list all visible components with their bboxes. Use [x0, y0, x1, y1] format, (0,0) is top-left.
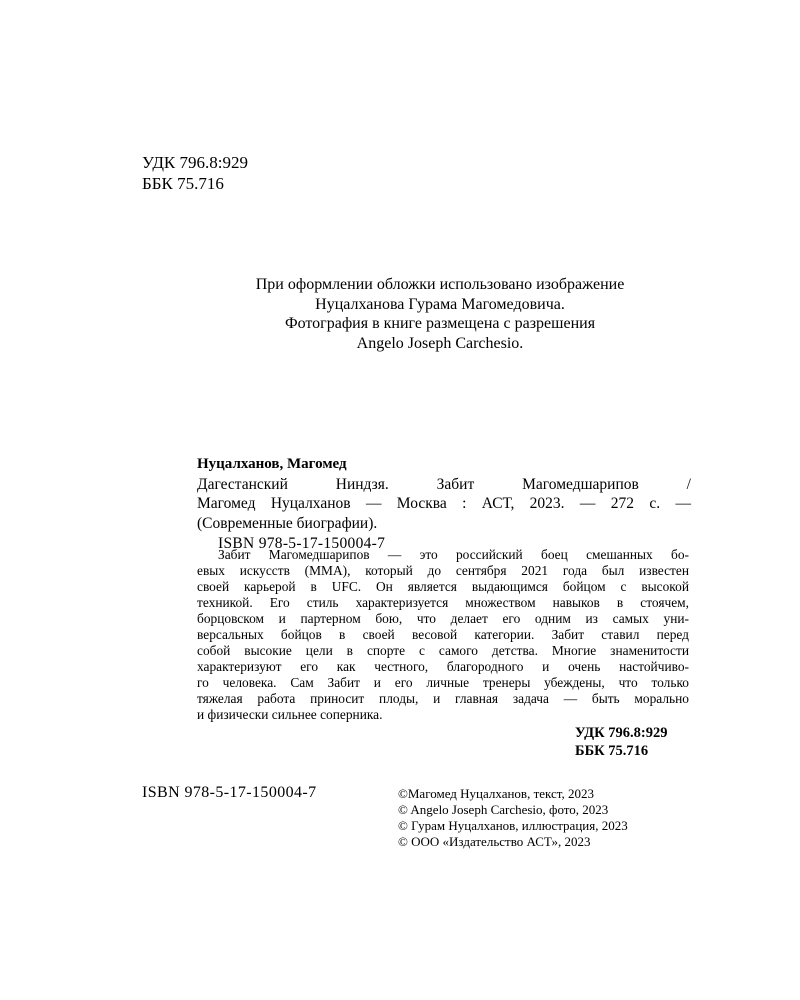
- annotation-line: собой высокие цели в спорте с самого детства. Многие знаменитости: [197, 643, 689, 658]
- annotation-line: тяжелая работа приносит плоды, и главная задача — быть морально: [197, 691, 689, 706]
- annotation-line: своей карьерой в UFC. Он является выдающимся бойцом с высокой: [197, 579, 689, 594]
- annotation-line: борцовском и партерном бою, что делает его одним из самых уни-: [197, 611, 689, 626]
- cover-credit-note: [130, 275, 750, 353]
- copyright-line: © Angelo Joseph Carchesio, фото, 2023: [398, 802, 609, 817]
- annotation-line: техникой. Его стиль характеризуется множеством навыков в стоячем,: [197, 595, 689, 610]
- record-classification-codes: [575, 725, 668, 760]
- record-title-line: Магомед Нуцалханов — Москва : АСТ, 2023. — 272 с. —: [197, 495, 691, 512]
- record-series: (Современные биографии).: [197, 515, 378, 532]
- annotation-line: и физически сильнее соперника.: [197, 707, 383, 722]
- annotation-line: характеризуют его как честного, благородного и очень настойчиво-: [197, 659, 689, 674]
- top-bbk-code: ББК 75.716: [142, 174, 224, 193]
- record-author: Нуцалханов, Магомед: [197, 456, 347, 472]
- annotation-line: версальных бойцов в своей весовой категории. Забит ставил перед: [197, 627, 689, 642]
- record-udk-code: УДК 796.8:929: [575, 725, 668, 741]
- top-udk-code: УДК 796.8:929: [142, 153, 248, 172]
- cover-note-line: Нуцалханова Гурама Магомедовича.: [315, 295, 565, 313]
- cover-note-line: Angelo Joseph Carchesio.: [356, 334, 524, 352]
- record-title-line: Дагестанский Ниндзя. Забит Магомедшарипов /: [197, 476, 691, 493]
- record-isbn: ISBN 978-5-17-150004-7: [218, 535, 386, 552]
- copyright-block: [398, 786, 628, 850]
- cover-note-line: Фотография в книге размещена с разрешения: [284, 315, 596, 332]
- annotation-line: Забит Магомедшарипов — это российский боец смешанных бо-: [218, 547, 689, 562]
- footer-isbn: ISBN 978-5-17-150004-7: [142, 784, 317, 801]
- copyright-line: © ООО «Издательство АСТ», 2023: [398, 834, 591, 849]
- annotation-line: го человека. Сам Забит и его личные тренеры убеждены, что только: [197, 675, 689, 690]
- record-bbk-code: ББК 75.716: [575, 742, 649, 759]
- copyright-line: © Гурам Нуцалханов, иллюстрация, 2023: [398, 818, 628, 833]
- annotation-line: евых искусств (ММА), который до сентября 2021 года был известен: [197, 563, 689, 578]
- cover-note-line: При оформлении обложки использовано изображение: [255, 276, 625, 293]
- top-classification-codes: [142, 152, 248, 194]
- copyright-line: ©Магомед Нуцалханов, текст, 2023: [398, 786, 594, 801]
